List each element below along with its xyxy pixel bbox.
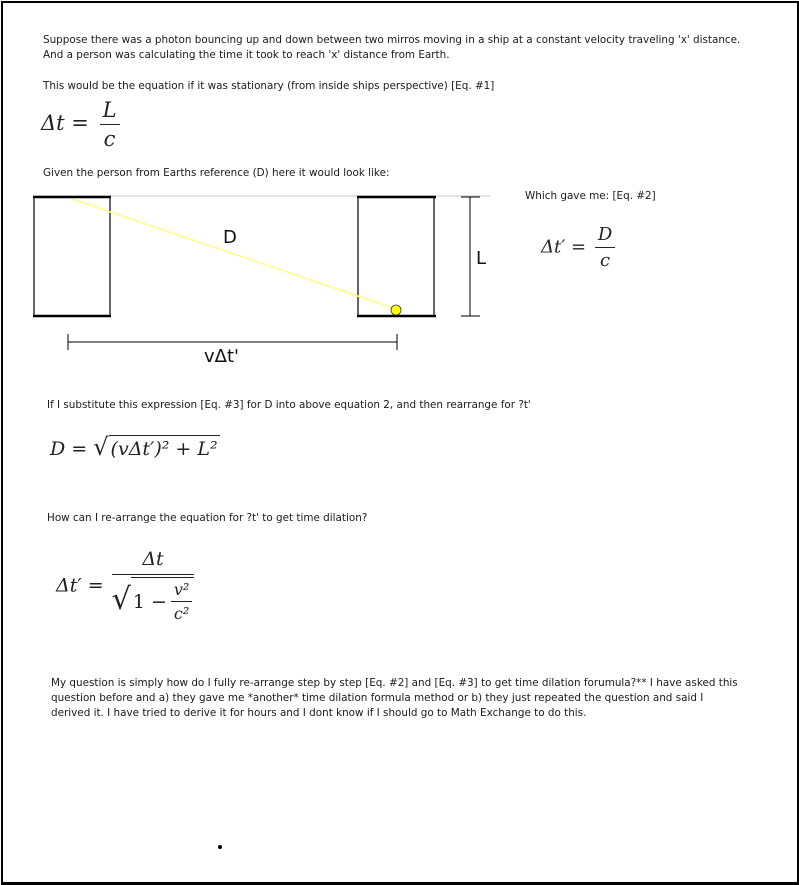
eq2-denominator: c — [600, 250, 611, 271]
eq4-one-minus: 1 − — [132, 590, 167, 613]
eq1-lhs: Δt = — [41, 111, 89, 135]
equation-3: D = √ (vΔt′)² + L² — [50, 433, 218, 461]
mirror-box-right — [358, 197, 434, 316]
rearrange-text: How can I re-arrange the equation for ?t' to get time dilation? — [47, 512, 368, 524]
photon — [391, 305, 401, 315]
eq2-numerator: D — [597, 224, 613, 245]
question-line-1: My question is simply how do I fully re-arrange step by step [Eq. #2] and [Eq. #3] to get time dilation forumula?** I have asked this — [51, 677, 738, 689]
question-line-2: question before and a) they gave me *another* time dilation formula method or b) they just repeated the question and said I — [51, 692, 704, 704]
label-D: D — [223, 227, 237, 248]
substitute-text: If I substitute this expression [Eq. #3] for D into above equation 2, and then rearrange for ?t' — [47, 399, 531, 411]
intro-line-2: And a person was calculating the time it took to reach 'x' distance from Earth. — [43, 49, 450, 61]
eq4-inner-denominator: c² — [173, 604, 190, 623]
eq4-numerator: Δt — [142, 548, 164, 570]
eq2-lhs: Δt′ = — [541, 236, 587, 258]
stray-dot — [218, 845, 222, 849]
earth-reference-text: Given the person from Earths reference (D) here it would look like: — [43, 167, 390, 179]
eq3-radicand: (vΔt′)² + L² — [109, 435, 220, 460]
which-gave-me-text: Which gave me: [Eq. #2] — [525, 190, 656, 202]
question-line-3: derived it. I have tried to derive it for hours and I dont know if I should go to Math Exchange to do this. — [51, 707, 587, 719]
label-L: L — [476, 248, 487, 269]
label-v-delta-t: vΔt' — [204, 346, 239, 367]
intro-line-1: Suppose there was a photon bouncing up and down between two mirros moving in a ship at a constant velocity traveling 'x' distance. — [43, 34, 741, 46]
equation-4: Δt′ = Δt √ 1 − $\frac{\text{v²}}{\text{c²}}$ — [56, 548, 194, 623]
eq3-lhs: D = — [50, 438, 88, 460]
eq1-numerator: L — [102, 98, 117, 122]
eq4-inner-numerator: v² — [173, 580, 190, 599]
photon-path-D — [72, 199, 396, 309]
mirror-box-left — [34, 197, 110, 316]
eq1-denominator: c — [103, 127, 116, 151]
equation-2 — [541, 224, 615, 271]
stationary-text: This would be the equation if it was stationary (from inside ships perspective) [Eq. #1] — [43, 80, 495, 92]
eq4-lhs: Δt′ = — [56, 574, 104, 597]
